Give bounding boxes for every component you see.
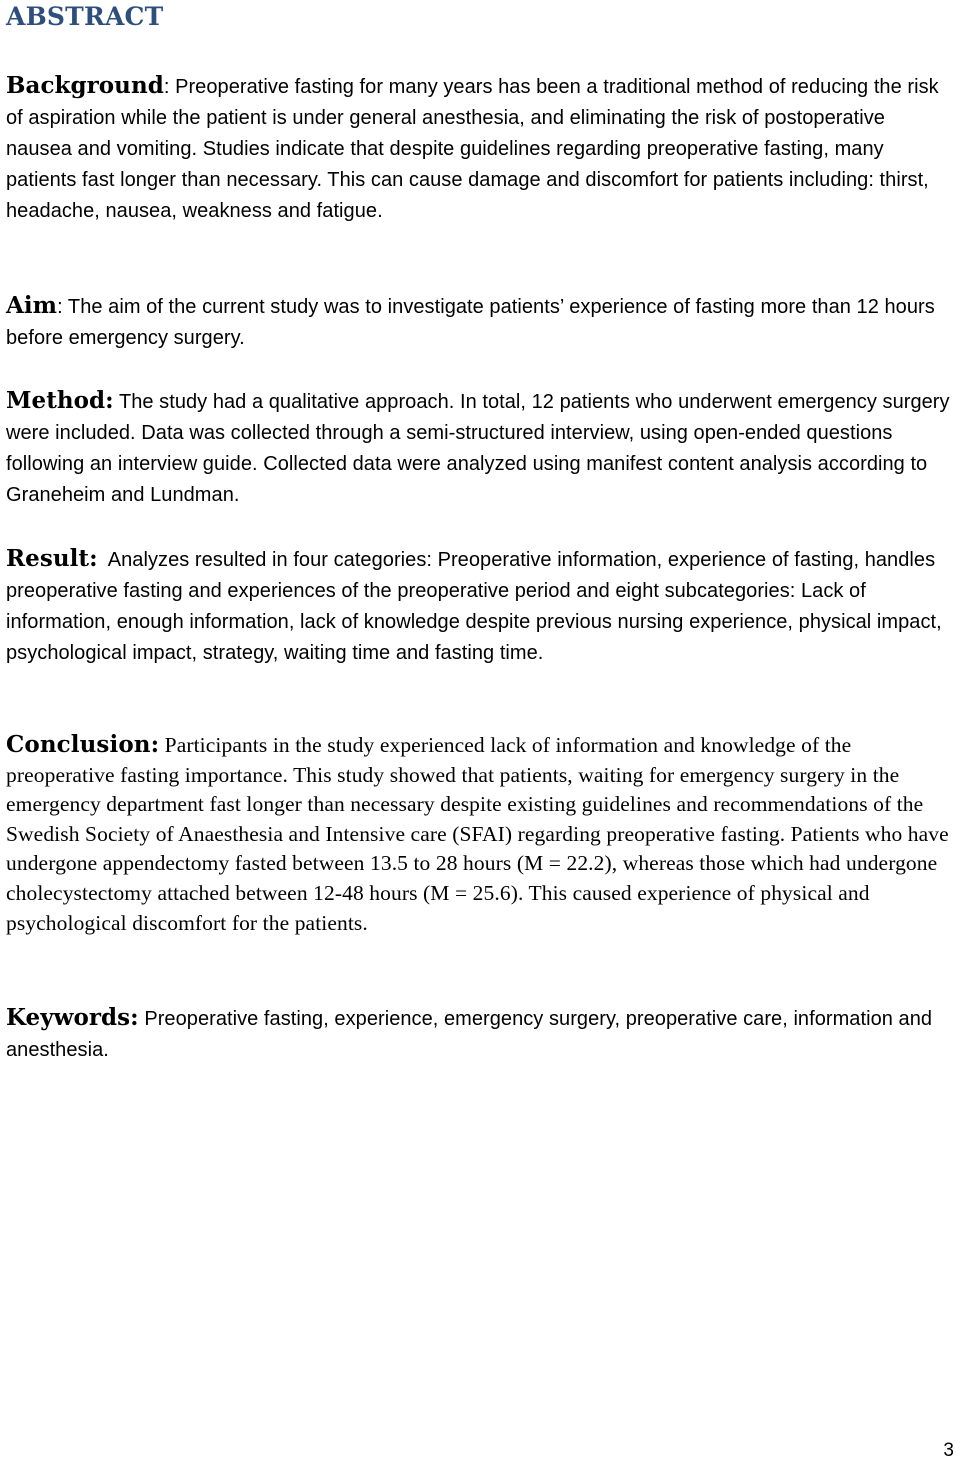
result-section xyxy=(6,543,956,669)
conclusion-heading: Conclusion: xyxy=(6,731,160,758)
conclusion-section xyxy=(6,730,956,938)
aim-section xyxy=(6,290,956,354)
background-heading: Background xyxy=(6,72,164,99)
keywords-text: Preoperative fasting, experience, emergency surgery, preoperative care, information and anesthesia. xyxy=(6,1008,933,1061)
result-heading: Result: xyxy=(6,545,98,572)
result-text: Analyzes resulted in four categories: Preoperative information, experience of fasting, handles preoperative fasting and experiences of the preoperative period and eight subcategories: Lack of information, enough information, lack of knowledge despite previous nursing experience, physical impact, psychological impact, strategy, waiting time and fasting time. xyxy=(6,549,948,664)
method-section xyxy=(6,385,956,511)
background-section xyxy=(6,70,956,227)
document-page xyxy=(6,0,956,1061)
background-text: : Preoperative fasting for many years has been a traditional method of reducing the risk of aspiration while the patient is under general anesthesia, and eliminating the risk of postoperative nausea and vomiting. Studies indicate that despite guidelines regarding preoperative fasting, many patients fast longer than necessary. This can cause damage and discomfort for patients including: thirst, headache, nausea, weakness and fatigue. xyxy=(6,76,939,222)
page-number: 3 xyxy=(943,1440,954,1461)
method-text: The study had a qualitative approach. In total, 12 patients who underwent emergency surgery were included. Data was collected through a semi-structured interview, using open-ended questions following an interview guide. Collected data were analyzed using manifest content analysis according to Graneheim and Lundman. xyxy=(6,391,950,506)
aim-text: : The aim of the current study was to investigate patients’ experience of fasting more than 12 hours before emergency surgery. xyxy=(6,296,935,349)
aim-heading: Aim xyxy=(6,292,58,319)
method-heading: Method: xyxy=(6,387,114,414)
keywords-section xyxy=(6,1002,956,1066)
abstract-title: ABSTRACT xyxy=(6,2,164,31)
conclusion-text: Participants in the study experienced lack of information and knowledge of the preoperative fasting importance. This study showed that patients, waiting for emergency surgery in the emergency department fast longer than necessary despite existing guidelines and recommendations of the Swedish Society of Anaesthesia and Intensive care (SFAI) regarding preoperative fasting. Patients who have undergone appendectomy fasted between 13.5 to 28 hours (M = 22.2), whereas those which had undergone cholecystectomy attached between 12-48 hours (M = 25.6). This caused experience of physical and psychological discomfort for the patients. xyxy=(6,733,949,935)
keywords-heading: Keywords: xyxy=(6,1004,139,1031)
